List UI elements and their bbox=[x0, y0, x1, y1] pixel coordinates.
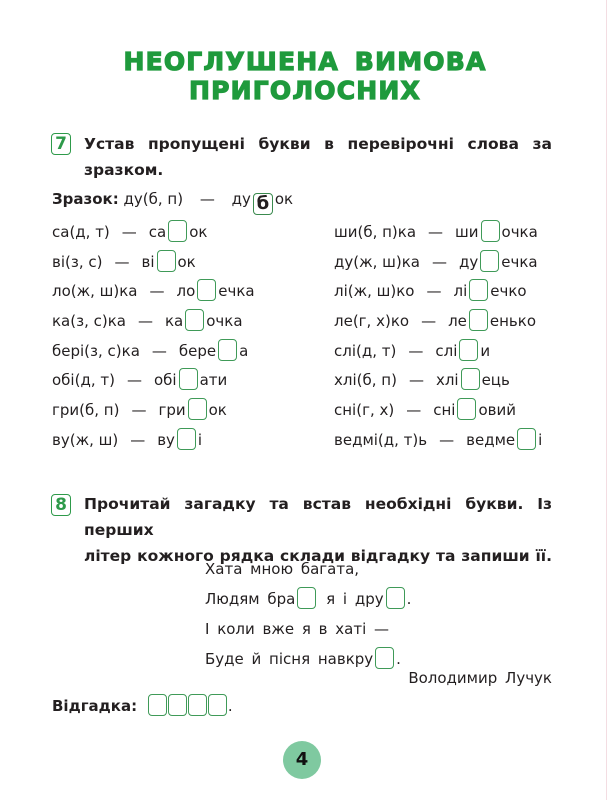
sample-filled-box: б bbox=[253, 193, 273, 215]
letter-input-box[interactable] bbox=[469, 309, 488, 331]
letter-input-box[interactable] bbox=[218, 339, 237, 361]
exercise-row bbox=[52, 428, 255, 458]
exercise-row bbox=[52, 398, 255, 428]
check-word-suffix: ок bbox=[208, 401, 227, 420]
letter-input-box[interactable] bbox=[517, 428, 536, 450]
task-8-number: 8 bbox=[51, 494, 71, 516]
dash: — bbox=[114, 252, 130, 271]
page-number: 4 bbox=[283, 741, 321, 779]
letter-input-box[interactable] bbox=[461, 368, 480, 390]
source-word: ду(ж, ш)ка bbox=[334, 252, 420, 271]
page-title: НЕОГЛУШЕНА ВИМОВА ПРИГОЛОСНИХ bbox=[123, 47, 487, 105]
exercise-row bbox=[334, 368, 542, 398]
poem-line-2-part-c: . bbox=[406, 590, 412, 608]
task-7-instruction-line1: Устав пропущені букви в перевірочні слова за bbox=[84, 135, 552, 153]
source-word: ка(з, с)ка bbox=[52, 312, 126, 331]
dash: — bbox=[408, 371, 424, 390]
sample-suffix: ок bbox=[274, 190, 294, 208]
exercise-row bbox=[334, 398, 542, 428]
page-edge bbox=[606, 0, 607, 800]
check-word-suffix: и bbox=[480, 341, 491, 360]
letter-input-box[interactable] bbox=[481, 220, 500, 242]
dash: — bbox=[408, 341, 424, 360]
check-word-prefix: ши bbox=[455, 223, 479, 241]
exercise-row bbox=[334, 428, 542, 458]
letter-input-box[interactable] bbox=[469, 279, 488, 301]
poem-line-1: Хата мною багата, bbox=[205, 560, 360, 578]
check-word-suffix: ець bbox=[481, 371, 510, 390]
task-7-number: 7 bbox=[51, 133, 71, 155]
check-word-suffix: ок bbox=[177, 252, 196, 271]
check-word-prefix: лі bbox=[453, 282, 468, 301]
check-word-suffix: а bbox=[239, 341, 249, 360]
poem-line-3: І коли вже я в хаті — bbox=[205, 620, 390, 638]
check-word-prefix: слі bbox=[435, 341, 458, 360]
answer-letter-box[interactable] bbox=[188, 694, 207, 716]
dash: — bbox=[131, 401, 147, 420]
poem-line-2 bbox=[205, 587, 411, 617]
check-word-suffix: овий bbox=[478, 401, 516, 420]
check-word-prefix: ка bbox=[164, 312, 184, 331]
check-word-suffix: ечка bbox=[218, 282, 255, 301]
check-word-suffix: ати bbox=[199, 371, 228, 390]
dash: — bbox=[137, 312, 153, 331]
poem-line-4-part-a: Буде й пісня навкру bbox=[205, 650, 374, 668]
dash: — bbox=[406, 401, 422, 420]
check-word-prefix: ло bbox=[176, 282, 196, 301]
source-word: гри(б, п) bbox=[52, 401, 120, 420]
exercise-row bbox=[52, 250, 255, 280]
task-8-instruction-line2: літер кожного рядка склади відгадку та запиши її. bbox=[84, 547, 552, 565]
letter-input-box[interactable] bbox=[185, 309, 204, 331]
left-word-column bbox=[52, 220, 255, 458]
check-word-prefix: бере bbox=[178, 341, 217, 360]
answer-letter-box[interactable] bbox=[168, 694, 187, 716]
poem-line-4-part-b: . bbox=[396, 650, 401, 668]
dash: — bbox=[126, 371, 142, 390]
letter-input-box[interactable] bbox=[457, 398, 476, 420]
check-word-prefix: са bbox=[148, 223, 167, 241]
exercise-row bbox=[334, 309, 542, 339]
exercise-row bbox=[334, 339, 542, 369]
poem-line-2-part-b: я і дру bbox=[326, 590, 384, 608]
dash: — bbox=[421, 312, 437, 331]
source-word: обі(д, т) bbox=[52, 371, 115, 390]
answer-label: Відгадка: bbox=[52, 697, 138, 715]
letter-input-box[interactable] bbox=[480, 250, 499, 272]
task-7-instruction bbox=[84, 131, 552, 183]
check-word-suffix: очка bbox=[501, 223, 538, 241]
dash: — bbox=[149, 282, 165, 301]
exercise-row bbox=[334, 250, 542, 280]
exercise-row bbox=[52, 339, 255, 369]
source-word: слі(д, т) bbox=[334, 341, 397, 360]
source-word: ло(ж, ш)ка bbox=[52, 282, 138, 301]
poem-line-2-part-a: Людям бра bbox=[205, 590, 296, 608]
source-word: лі(ж, ш)ко bbox=[334, 282, 415, 301]
exercise-row bbox=[52, 368, 255, 398]
source-word: ле(г, х)ко bbox=[334, 312, 410, 331]
check-word-suffix: і bbox=[197, 430, 203, 449]
check-word-prefix: ду bbox=[458, 252, 479, 271]
answer-box[interactable] bbox=[386, 587, 405, 609]
dash: — bbox=[431, 252, 447, 271]
letter-input-box[interactable] bbox=[179, 368, 198, 390]
check-word-prefix: ле bbox=[448, 312, 467, 331]
check-word-prefix: ву bbox=[157, 430, 175, 449]
exercise-row bbox=[52, 309, 255, 339]
sample-word: ду(б, п) bbox=[123, 190, 184, 208]
letter-input-box[interactable] bbox=[188, 398, 207, 420]
answer-box[interactable] bbox=[375, 647, 394, 669]
source-word: хлі(б, п) bbox=[334, 371, 397, 390]
poem-line-4 bbox=[205, 647, 411, 677]
source-word: ведмі(д, т)ь bbox=[334, 430, 428, 449]
exercise-row bbox=[52, 279, 255, 309]
check-word-suffix: ечка bbox=[501, 252, 538, 271]
source-word: бері(з, с)ка bbox=[52, 341, 140, 360]
answer-box[interactable] bbox=[297, 587, 316, 609]
letter-input-box[interactable] bbox=[168, 220, 187, 242]
riddle-poem bbox=[205, 557, 411, 677]
dash: — bbox=[151, 341, 167, 360]
dash: — bbox=[130, 430, 146, 449]
sample-dash: — bbox=[199, 190, 215, 208]
right-word-column bbox=[334, 220, 542, 458]
sample-label: Зразок: bbox=[52, 190, 119, 208]
answer-end: . bbox=[227, 697, 233, 715]
check-word-suffix: ечко bbox=[490, 282, 527, 301]
check-word-suffix: і bbox=[538, 430, 543, 449]
exercise-row bbox=[334, 220, 542, 250]
exercise-row bbox=[334, 279, 542, 309]
dash: — bbox=[426, 282, 442, 301]
letter-input-box[interactable] bbox=[157, 250, 176, 272]
sample-prefix: ду bbox=[231, 190, 251, 208]
check-word-prefix: обі bbox=[153, 371, 177, 390]
dash: — bbox=[121, 223, 137, 241]
letter-input-box[interactable] bbox=[177, 428, 196, 450]
exercise-row bbox=[52, 220, 255, 250]
letter-input-box[interactable] bbox=[459, 339, 478, 361]
sample-row bbox=[52, 190, 293, 215]
check-word-prefix: ведме bbox=[466, 430, 516, 449]
dash: — bbox=[439, 430, 455, 449]
task-8-instruction-line1: Прочитай загадку та встав необхідні букви. Із перших bbox=[84, 495, 552, 539]
letter-input-box[interactable] bbox=[197, 279, 216, 301]
answer-letter-box[interactable] bbox=[148, 694, 167, 716]
dash: — bbox=[428, 223, 444, 241]
source-word: сні(г, х) bbox=[334, 401, 395, 420]
check-word-suffix: очка bbox=[206, 312, 243, 331]
source-word: ву(ж, ш) bbox=[52, 430, 119, 449]
check-word-prefix: гри bbox=[158, 401, 186, 420]
source-word: ши(б, п)ка bbox=[334, 223, 417, 241]
check-word-prefix: сні bbox=[433, 401, 456, 420]
answer-letter-box[interactable] bbox=[208, 694, 227, 716]
poem-author: Володимир Лучук bbox=[408, 669, 552, 687]
source-word: ві(з, с) bbox=[52, 252, 103, 271]
source-word: са(д, т) bbox=[52, 223, 110, 241]
check-word-prefix: хлі bbox=[435, 371, 459, 390]
check-word-suffix: ок bbox=[189, 223, 208, 241]
task-7-instruction-line2: зразком. bbox=[84, 161, 164, 179]
check-word-prefix: ві bbox=[141, 252, 155, 271]
riddle-answer-row bbox=[52, 694, 233, 716]
check-word-suffix: енько bbox=[489, 312, 537, 331]
